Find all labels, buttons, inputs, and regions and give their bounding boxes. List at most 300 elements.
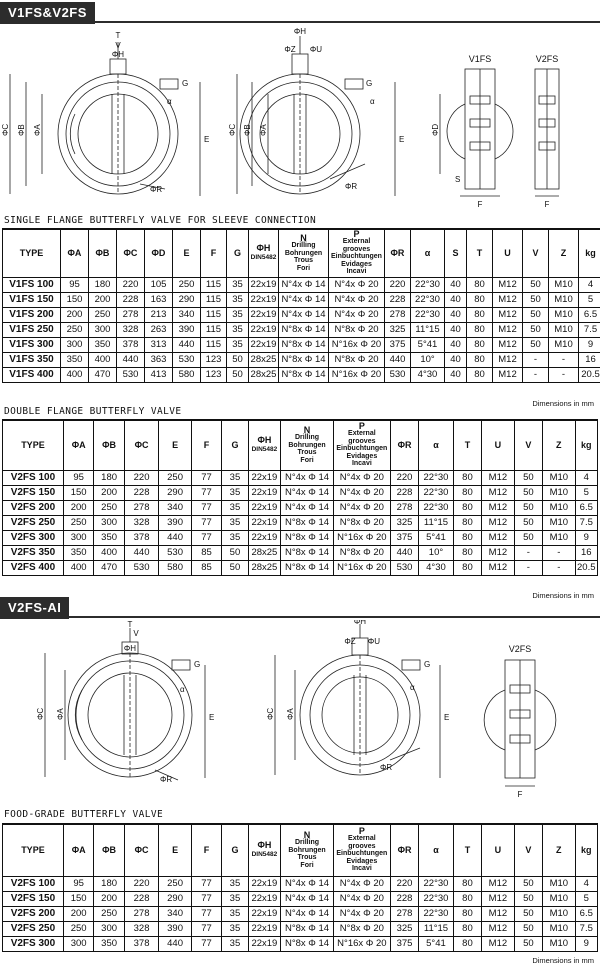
table-cell: 80 — [453, 936, 481, 951]
table-cell: 80 — [453, 515, 481, 530]
table-cell: 77 — [191, 906, 221, 921]
table-cell: 22x19 — [249, 277, 279, 292]
label-h2: ΦH — [353, 620, 367, 626]
table-cell: 50 — [514, 530, 542, 545]
label-c2: ΦC — [266, 707, 275, 720]
th-n: N Drilling Bohrungen Trous Fori — [281, 824, 334, 876]
th-e: E — [159, 824, 191, 876]
table-cell: 123 — [201, 352, 227, 367]
th-v: V — [514, 824, 542, 876]
table-cell: 300 — [63, 936, 93, 951]
table-cell: 28x25 — [248, 545, 280, 560]
table-cell: 80 — [453, 560, 481, 575]
table-cell: 95 — [61, 277, 89, 292]
table-cell: 300 — [94, 921, 124, 936]
table-cell: M12 — [482, 921, 514, 936]
th-d: ΦD — [145, 229, 173, 277]
table-cell: 300 — [94, 515, 124, 530]
table-cell: N°4x Φ 20 — [333, 500, 390, 515]
cell-type: V2FS 200 — [3, 500, 64, 515]
cell-type: V2FS 100 — [3, 876, 64, 891]
table-cell: 77 — [191, 876, 221, 891]
table-cell: 35 — [222, 485, 248, 500]
table-cell: M12 — [493, 307, 523, 322]
th-r: ΦR — [385, 229, 411, 277]
table-cell: 80 — [453, 500, 481, 515]
table-cell: 50 — [523, 307, 549, 322]
table-cell: 290 — [173, 292, 201, 307]
table-cell: 16 — [575, 545, 597, 560]
table-cell: N°4x Φ 14 — [281, 485, 334, 500]
cell-type: V2FS 150 — [3, 485, 64, 500]
table-cell: 6.5 — [575, 500, 597, 515]
table-cell: 35 — [227, 292, 249, 307]
table-cell: - — [543, 560, 575, 575]
table-row — [3, 337, 600, 352]
table-cell: M10 — [543, 921, 575, 936]
table-cell: N°4x Φ 20 — [329, 292, 385, 307]
table-cell: 10° — [411, 352, 445, 367]
table-cell: 22x19 — [249, 337, 279, 352]
table-cell: N°8x Φ 14 — [281, 560, 334, 575]
table-cell: 95 — [63, 470, 93, 485]
table-cell: 340 — [173, 307, 201, 322]
table-cell: 16 — [579, 352, 600, 367]
table-cell: 35 — [222, 500, 248, 515]
table-cell: N°8x Φ 20 — [329, 322, 385, 337]
table-cell: 220 — [385, 277, 411, 292]
table-cell: - — [523, 352, 549, 367]
table-cell: M10 — [549, 277, 579, 292]
table-cell: 22°30 — [411, 307, 445, 322]
table-3-caption: FOOD-GRADE BUTTERFLY VALVE — [4, 809, 164, 820]
table-cell: 5 — [579, 292, 600, 307]
table-row — [3, 367, 600, 382]
table-cell: 80 — [453, 545, 481, 560]
label-b2: ΦB — [243, 124, 252, 136]
table-cell: 4°30 — [411, 367, 445, 382]
table-cell: M12 — [493, 322, 523, 337]
table-row — [3, 322, 600, 337]
table-cell: 250 — [159, 470, 191, 485]
th-u: U — [482, 420, 514, 470]
th-p: P External grooves Einbuchtungen Evidages Incavi — [333, 824, 390, 876]
table-cell: N°4x Φ 20 — [333, 485, 390, 500]
table-row — [3, 560, 598, 575]
table-cell: M12 — [482, 470, 514, 485]
table-cell: M12 — [493, 367, 523, 382]
label-f: F — [477, 200, 483, 209]
table-cell: 7.5 — [575, 515, 597, 530]
th-b: ΦB — [89, 229, 117, 277]
table-cell: N°8x Φ 20 — [333, 921, 390, 936]
table-cell: 278 — [385, 307, 411, 322]
table-cell: N°4x Φ 14 — [281, 500, 334, 515]
table-cell: 77 — [191, 891, 221, 906]
table-cell: 228 — [124, 485, 159, 500]
table-cell: 313 — [145, 337, 173, 352]
section-header-v2fs-ai — [0, 597, 600, 619]
cell-type: V1FS 400 — [3, 367, 61, 382]
table-row — [3, 277, 600, 292]
table-cell: N°4x Φ 14 — [279, 292, 329, 307]
table-cell: 390 — [173, 322, 201, 337]
table-single-flange — [2, 228, 600, 383]
label-r2: ΦR — [380, 763, 393, 772]
table-cell: N°4x Φ 20 — [333, 470, 390, 485]
th-c: ΦC — [124, 420, 159, 470]
table-cell: 28x25 — [248, 560, 280, 575]
label-r: ΦR — [150, 185, 163, 194]
dims-note-2: Dimensions in mm — [532, 591, 594, 600]
table-cell: 5°41 — [411, 337, 445, 352]
table-cell: 350 — [89, 337, 117, 352]
table-cell: 77 — [191, 500, 221, 515]
table-cell: 4 — [575, 470, 597, 485]
label-g2: G — [424, 660, 431, 669]
table-cell: 77 — [191, 515, 221, 530]
technical-drawing-2 — [0, 620, 600, 800]
table-cell: 80 — [467, 322, 493, 337]
table-cell: N°16x Φ 20 — [329, 367, 385, 382]
table-cell: 440 — [390, 545, 418, 560]
table-cell: 200 — [63, 906, 93, 921]
table-cell: 22x19 — [248, 891, 280, 906]
table-cell: 22°30 — [419, 485, 454, 500]
label-h2: ΦH — [293, 27, 307, 36]
table-cell: 4 — [575, 876, 597, 891]
table-cell: 22°30 — [419, 470, 454, 485]
table-cell: 6.5 — [579, 307, 600, 322]
table-cell: 22x19 — [248, 485, 280, 500]
table-cell: 378 — [124, 936, 159, 951]
label-a2: ΦA — [286, 708, 295, 720]
table-cell: 580 — [173, 367, 201, 382]
table-cell: 150 — [63, 891, 93, 906]
table-cell: 375 — [390, 530, 418, 545]
table-cell: N°4x Φ 14 — [279, 277, 329, 292]
table-cell: M12 — [482, 906, 514, 921]
table-cell: 50 — [514, 891, 542, 906]
table-cell: 35 — [222, 876, 248, 891]
table-cell: 250 — [61, 322, 89, 337]
table-cell: 400 — [63, 560, 93, 575]
table-cell: 363 — [145, 352, 173, 367]
label-h: ΦH — [111, 50, 125, 59]
table-cell: 6.5 — [575, 906, 597, 921]
table-cell: 325 — [385, 322, 411, 337]
table-cell: 115 — [201, 337, 227, 352]
table-cell: 200 — [61, 307, 89, 322]
table-cell: 40 — [445, 292, 467, 307]
table-row — [3, 352, 600, 367]
table-cell: 530 — [390, 560, 418, 575]
table-cell: M10 — [543, 515, 575, 530]
label-g: G — [182, 79, 189, 88]
table-cell: 35 — [222, 906, 248, 921]
table-cell: M12 — [493, 337, 523, 352]
cell-type: V2FS 200 — [3, 906, 64, 921]
label-e: E — [204, 135, 210, 144]
label-t: T — [115, 31, 121, 40]
table-cell: 5°41 — [419, 530, 454, 545]
table-cell: N°4x Φ 20 — [333, 906, 390, 921]
table-cell: - — [549, 367, 579, 382]
label-c2: ΦC — [228, 123, 237, 136]
table-cell: 80 — [467, 337, 493, 352]
table-cell: 22°30 — [411, 277, 445, 292]
th-z: Z — [543, 824, 575, 876]
table-cell: 80 — [453, 891, 481, 906]
th-n: N Drilling Bohrungen Trous Fori — [281, 420, 334, 470]
table-cell: 35 — [222, 530, 248, 545]
table-cell: 9 — [579, 337, 600, 352]
table-cell: M10 — [543, 891, 575, 906]
table-cell: 11°15 — [419, 921, 454, 936]
th-c: ΦC — [117, 229, 145, 277]
label-e: E — [209, 713, 215, 722]
label-alpha2: α — [370, 97, 375, 106]
table-cell: M12 — [482, 545, 514, 560]
table-cell: 250 — [94, 500, 124, 515]
table-cell: 11°15 — [419, 515, 454, 530]
table-cell: N°16x Φ 20 — [333, 560, 390, 575]
section-tag: V2FS-AI — [0, 597, 69, 619]
label-b: ΦB — [17, 124, 26, 136]
table-cell: M10 — [543, 906, 575, 921]
table-cell: 163 — [145, 292, 173, 307]
label-g: G — [194, 660, 201, 669]
label-v: V — [115, 41, 121, 50]
cell-type: V2FS 250 — [3, 515, 64, 530]
section-header-v1fs-v2fs — [0, 2, 600, 24]
table-cell: 50 — [514, 921, 542, 936]
table-cell: 11°15 — [411, 322, 445, 337]
table-cell: 22x19 — [249, 307, 279, 322]
table-cell: 200 — [94, 485, 124, 500]
label-v: V — [133, 629, 139, 638]
table-cell: 35 — [227, 307, 249, 322]
table-cell: 325 — [390, 921, 418, 936]
label-f: F — [517, 790, 523, 799]
table-cell: 250 — [89, 307, 117, 322]
table-cell: 50 — [514, 515, 542, 530]
table-cell: - — [514, 545, 542, 560]
table-2-body — [3, 470, 598, 575]
table-cell: 340 — [159, 500, 191, 515]
th-h-note: DIN5482 — [250, 254, 277, 262]
table-cell: 22x19 — [249, 292, 279, 307]
table-cell: 77 — [191, 921, 221, 936]
table-cell: 22x19 — [249, 322, 279, 337]
table-cell: 22x19 — [248, 515, 280, 530]
label-u: ΦU — [309, 45, 323, 54]
cell-type: V2FS 300 — [3, 530, 64, 545]
table-cell: 290 — [159, 891, 191, 906]
label-c: ΦC — [36, 707, 45, 720]
table-cell: 28x25 — [249, 352, 279, 367]
table-cell: 50 — [222, 560, 248, 575]
table-cell: 228 — [390, 485, 418, 500]
table-cell: 440 — [173, 337, 201, 352]
table-cell: 150 — [63, 485, 93, 500]
cell-type: V1FS 100 — [3, 277, 61, 292]
table-cell: 80 — [453, 921, 481, 936]
label-g2: G — [366, 79, 373, 88]
label-alpha: α — [180, 685, 185, 694]
table-cell: 400 — [94, 545, 124, 560]
section-tag: V1FS&V2FS — [0, 2, 95, 24]
table-cell: 28x25 — [249, 367, 279, 382]
table-cell: M10 — [549, 307, 579, 322]
label-r: ΦR — [160, 775, 173, 784]
label-d: ΦD — [431, 123, 440, 136]
th-g: G — [222, 824, 248, 876]
th-n: N Drilling Bohrungen Trous Fori — [279, 229, 329, 277]
table-cell: 250 — [63, 921, 93, 936]
table-cell: N°4x Φ 14 — [281, 876, 334, 891]
header-rule — [0, 616, 600, 618]
table-cell: 220 — [124, 470, 159, 485]
table-cell: - — [523, 367, 549, 382]
table-cell: 470 — [94, 560, 124, 575]
table-cell: N°8x Φ 14 — [281, 515, 334, 530]
table-cell: 35 — [222, 470, 248, 485]
label-a2: ΦA — [259, 124, 268, 136]
table-cell: 180 — [89, 277, 117, 292]
table-cell: 328 — [124, 921, 159, 936]
table-cell: 390 — [159, 515, 191, 530]
th-kg: kg — [575, 420, 597, 470]
label-e2: E — [399, 135, 405, 144]
table-cell: 50 — [523, 337, 549, 352]
th-kg: kg — [579, 229, 600, 277]
th-alpha: α — [419, 824, 454, 876]
table-cell: 300 — [89, 322, 117, 337]
table-cell: 378 — [117, 337, 145, 352]
table-cell: 22°30 — [419, 500, 454, 515]
table-cell: 440 — [124, 545, 159, 560]
table-cell: 50 — [514, 876, 542, 891]
table-cell: 85 — [191, 545, 221, 560]
cell-type: V1FS 200 — [3, 307, 61, 322]
table-cell: N°4x Φ 14 — [281, 906, 334, 921]
table-cell: 350 — [63, 545, 93, 560]
table-cell: N°4x Φ 20 — [329, 277, 385, 292]
table-cell: 250 — [159, 876, 191, 891]
table-cell: 180 — [94, 876, 124, 891]
table-cell: 40 — [445, 277, 467, 292]
table-cell: 220 — [124, 876, 159, 891]
table-cell: 50 — [514, 906, 542, 921]
table-cell: N°8x Φ 20 — [333, 515, 390, 530]
table-cell: 40 — [445, 367, 467, 382]
th-v: V — [514, 420, 542, 470]
table-cell: 220 — [390, 876, 418, 891]
cell-type: V2FS 400 — [3, 560, 64, 575]
table-cell: 35 — [222, 891, 248, 906]
cell-type: V2FS 150 — [3, 891, 64, 906]
label-s: S — [455, 175, 461, 184]
cell-type: V2FS 350 — [3, 545, 64, 560]
table-row — [3, 515, 598, 530]
table-cell: M12 — [482, 530, 514, 545]
table-cell: 80 — [453, 530, 481, 545]
table-cell: 350 — [94, 530, 124, 545]
table-cell: 328 — [124, 515, 159, 530]
th-r: ΦR — [390, 420, 418, 470]
label-t: T — [127, 620, 133, 629]
th-a: ΦA — [61, 229, 89, 277]
table-food-grade — [2, 823, 598, 952]
table-cell: 50 — [523, 322, 549, 337]
table-cell: N°8x Φ 14 — [279, 337, 329, 352]
table-cell: 77 — [191, 470, 221, 485]
table-cell: N°4x Φ 14 — [281, 470, 334, 485]
table-cell: 250 — [173, 277, 201, 292]
table-cell: 200 — [94, 891, 124, 906]
table-cell: 35 — [227, 277, 249, 292]
table-cell: 530 — [159, 545, 191, 560]
cell-type: V1FS 300 — [3, 337, 61, 352]
table-cell: M12 — [482, 485, 514, 500]
th-p: P External grooves Einbuchtungen Evidages Incavi — [333, 420, 390, 470]
table-cell: 115 — [201, 292, 227, 307]
label-a: ΦA — [56, 708, 65, 720]
table-cell: - — [549, 352, 579, 367]
label-a: ΦA — [33, 124, 42, 136]
table-cell: 580 — [159, 560, 191, 575]
table-cell: 40 — [445, 307, 467, 322]
th-f: F — [191, 824, 221, 876]
table-cell: 375 — [390, 936, 418, 951]
table-cell: 80 — [453, 876, 481, 891]
th-e: E — [173, 229, 201, 277]
table-cell: N°8x Φ 14 — [279, 367, 329, 382]
th-h-note: DIN5482 — [251, 446, 278, 454]
th-z: Z — [543, 420, 575, 470]
table-cell: M12 — [482, 876, 514, 891]
table-cell: 50 — [523, 292, 549, 307]
table-cell: 22°30 — [411, 292, 445, 307]
table-cell: 440 — [385, 352, 411, 367]
table-cell: 400 — [89, 352, 117, 367]
table-cell: - — [514, 560, 542, 575]
table-cell: 50 — [523, 277, 549, 292]
table-cell: 80 — [453, 906, 481, 921]
table-cell: M10 — [549, 292, 579, 307]
table-cell: 278 — [390, 500, 418, 515]
th-f: F — [191, 420, 221, 470]
table-cell: 40 — [445, 352, 467, 367]
table-cell: 228 — [124, 891, 159, 906]
label-h: ΦH — [123, 644, 137, 653]
table-cell: M10 — [543, 530, 575, 545]
table-cell: N°8x Φ 14 — [279, 352, 329, 367]
table-cell: 85 — [191, 560, 221, 575]
table-row — [3, 545, 598, 560]
dims-note-1: Dimensions in mm — [532, 399, 594, 408]
table-cell: M10 — [543, 470, 575, 485]
table-cell: 10° — [419, 545, 454, 560]
th-r: ΦR — [390, 824, 418, 876]
table-cell: M12 — [493, 292, 523, 307]
table-cell: 470 — [89, 367, 117, 382]
technical-drawing-1 — [0, 24, 600, 214]
table-cell: 115 — [201, 307, 227, 322]
table-cell: 40 — [445, 322, 467, 337]
table-cell: N°4x Φ 14 — [281, 891, 334, 906]
